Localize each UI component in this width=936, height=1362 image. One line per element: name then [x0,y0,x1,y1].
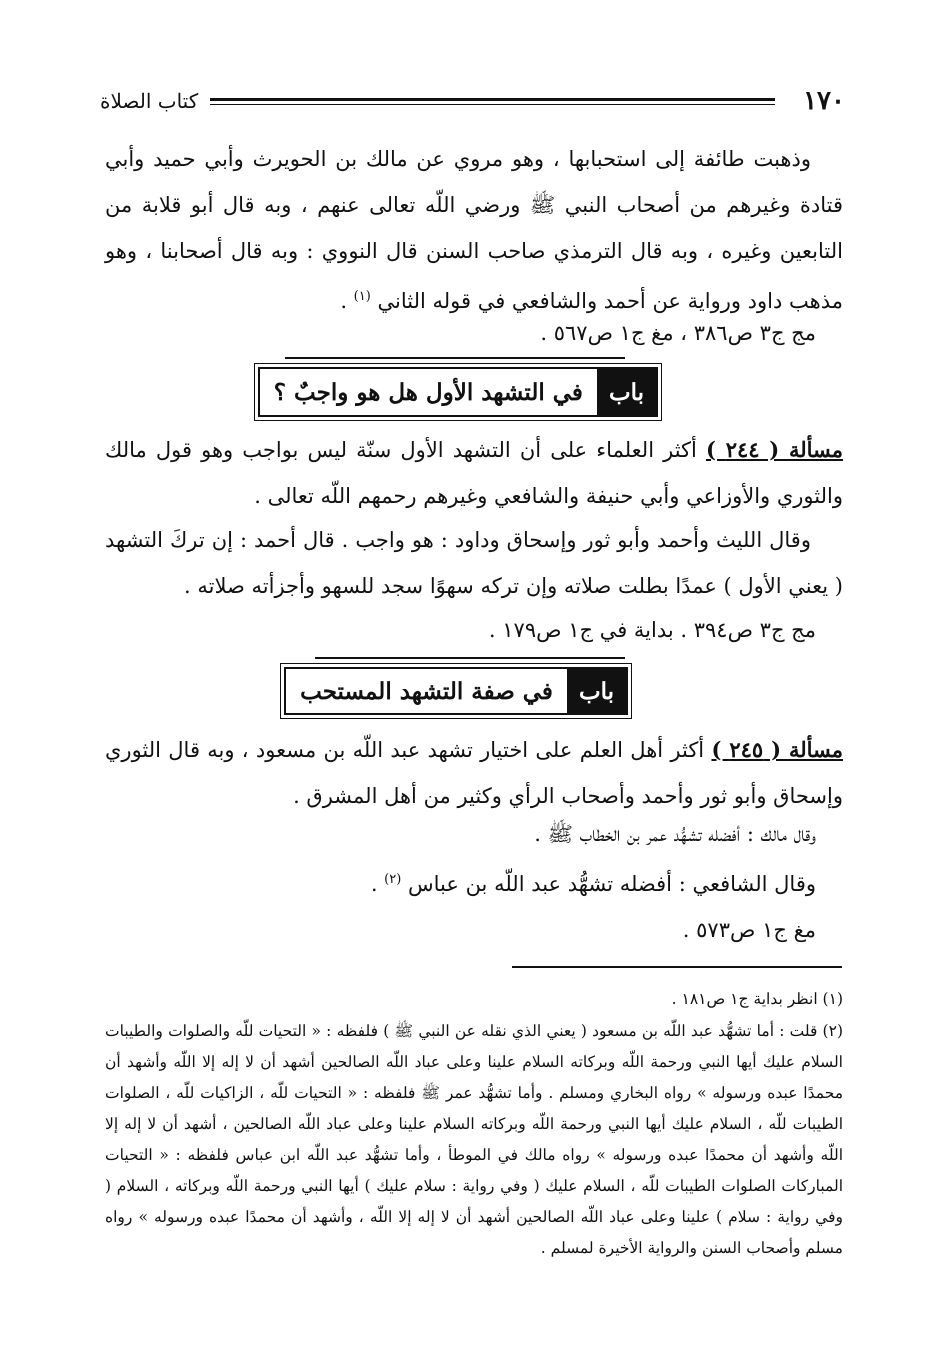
footnote-marker-1[interactable]: (١) [353,289,371,304]
footnote-separator [512,966,842,968]
reference-3: مغ ج١ ص٥٧٣ . [682,918,816,942]
paragraph-text: وذهبت طائفة إلى استحبابها ، وهو مروي عن مالك بن الحويرث وأبي حميد وأبي قتادة وغيرهم من أصحاب النبي ﷺ ورضي اللّه تعالى عنهم ، وبه قال أبو قلابة من التابعين وغيره ، وبه قال الترمذي صاحب السنن قال النووي : وبه قال أصحابنا ، وهو مذهب داود ورواية عن أحمد والشافعي في قوله الثاني [105,147,843,313]
masala-label: مسألة ( ٢٤٥ ) [711,737,843,762]
chapter-heading-1 [258,367,658,417]
paragraph-malik: وقال مالك : أفضله تشهُّد عمر بن الخطاب ﷺ . [534,822,816,846]
masala-244 [105,427,843,519]
heading-rule [285,357,625,359]
chapter-title: في صفة التشهد المستحب [300,677,553,705]
paragraph-shafii [371,860,816,904]
masala-label: مسألة ( ٢٤٤ ) [706,437,843,462]
footnote-marker-2[interactable]: (٢) [384,872,402,887]
page-number: ١٧٠ [803,86,845,116]
footnote-1: (١) انظر بداية ج١ ص١٨١ . [671,990,843,1008]
header-rule [210,98,775,105]
paragraph-end: . [370,872,385,896]
chapter-label: باب [567,669,626,713]
masala-text: أكثر العلماء على أن التشهد الأول سنّة ليس بواجب وهو قول مالك والثوري والأوزاعي وأبي حنيفة والشافعي وغيرهم رحمهم اللّه تعالى . [105,438,843,508]
paragraph-wujub: وقال الليث وأحمد وأبو ثور وإسحاق وداود : هو واجب . قال أحمد : إن تركَ التشهد ( يعني الأول ) عمدًا بطلت صلاته وإن تركه سهوًا سجد للسهو وأجزأته صلاته . [105,528,843,598]
reference-2: مج ج٣ ص٣٩٤ . بداية في ج١ ص١٧٩ . [488,618,816,642]
masala-245 [105,727,843,819]
paragraph-istihbab [105,136,843,324]
paragraph-text: وقال الشافعي : أفضله تشهُّد عبد اللّه بن عباس [408,872,816,896]
footnote-2: (٢) قلت : أما تشهُّد عبد اللّه بن مسعود ( يعني الذي نقله عن النبي ﷺ ) فلفظه : « التحيات للّه والصلوات والطيبات السلام عليك أيها النبي ورحمة اللّه وبركاته السلام علينا وعلى عباد اللّه الصالحين أشهد أن لا إله إلا اللّه وأشهد أن محمدًا عبده ورسوله » رواه البخاري ومسلم . وأما تشهُّد عمر ﷺ فلفظه : « التحيات للّه ، الزاكيات للّه ، الصلوات الطيبات للّه ، السلام عليك أيها النبي ورحمة اللّه وبركاته السلام علينا وعلى عباد اللّه الصالحين ، أشهد أن لا إله إلا اللّه وأشهد أن محمدًا عبده ورسوله » رواه مالك في الموطأ ، وأما تشهُّد عبد اللّه ابن عباس فلفظه : « التحيات المباركات الصلوات الطيبات للّه ، السلام عليك ( وفي رواية : سلام عليك ) أيها النبي ورحمة اللّه وبركاته ، السلام ( وفي رواية : سلام ) علينا وعلى عباد اللّه الصالحين أشهد أن لا إله إلا اللّه ، وأشهد أن محمدًا عبده ورسوله » رواه مسلم وأصحاب السنن والرواية الأخيرة لمسلم . [105,1022,843,1257]
reference-1: مج ج٣ ص٣٨٦ ، مغ ج١ ص٥٦٧ . [540,321,816,345]
running-header [100,84,845,120]
masala-text: أكثر أهل العلم على اختيار تشهد عبد اللّه بن مسعود ، وبه قال الثوري وإسحاق وأبو ثور وأحمد وأصحاب الرأي وكثير من أهل المشرق . [105,738,843,808]
book-title: كتاب الصلاة [100,89,199,113]
chapter-title: في التشهد الأول هل هو واجبٌ ؟ [273,378,583,406]
paragraph-end: . [340,289,354,313]
chapter-label: باب [597,369,656,415]
chapter-heading-2 [284,667,628,715]
heading-rule [315,657,625,659]
